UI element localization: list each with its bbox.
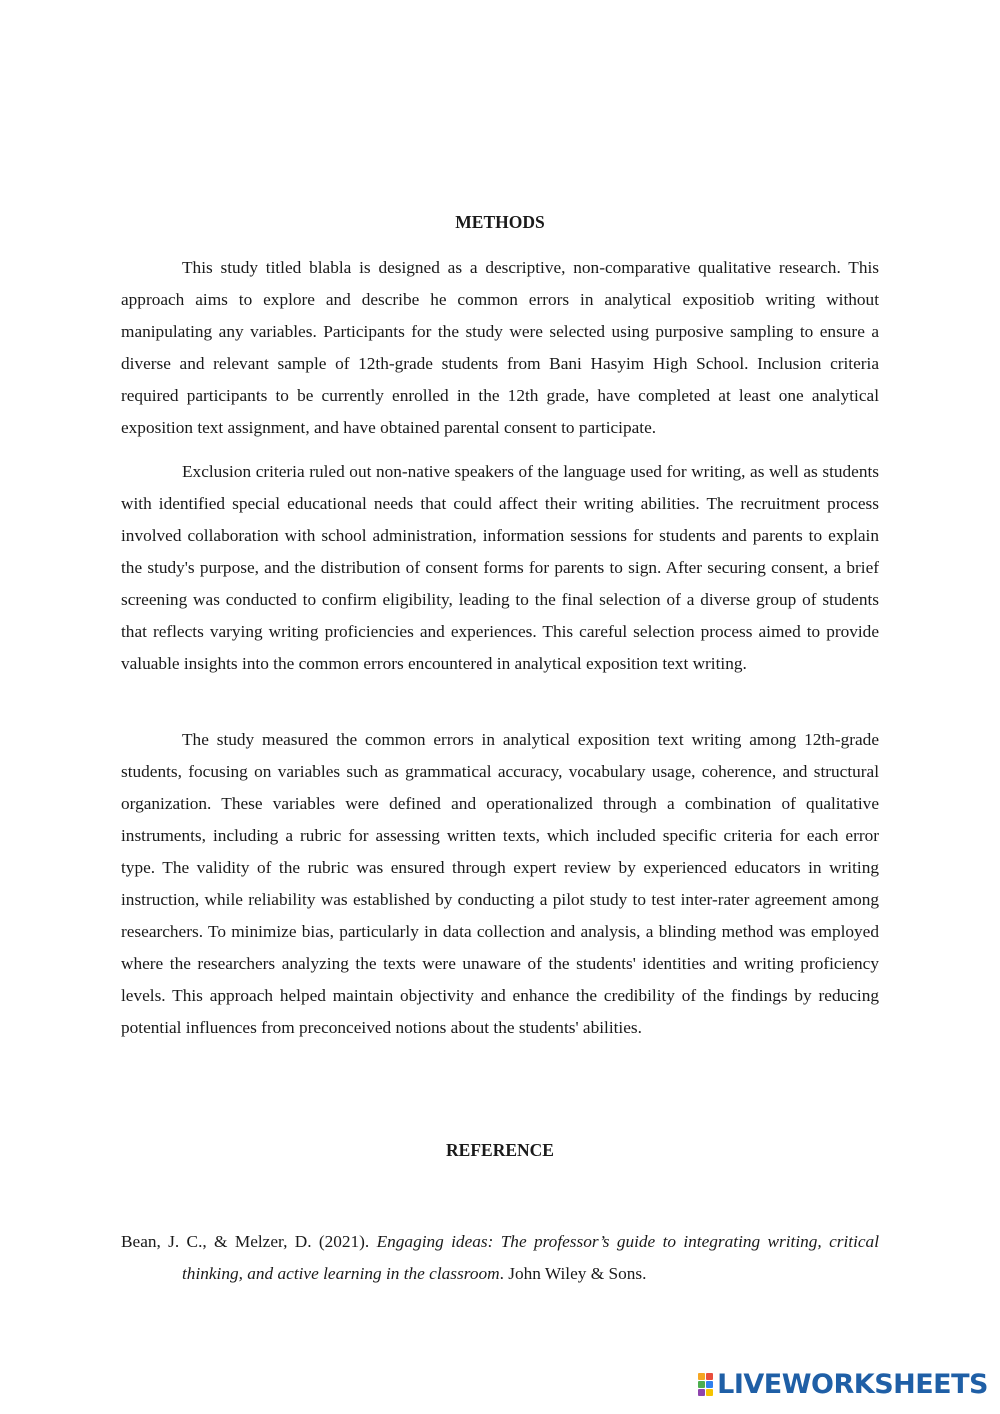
- reference-heading: REFERENCE: [446, 1140, 554, 1160]
- reference-title: Engaging ideas: The professor’s guide to integrating writing, critical thinking, and active learning in the classroom: [182, 1232, 879, 1283]
- reference-authors: Bean, J. C., & Melzer, D. (2021).: [121, 1232, 377, 1251]
- liveworksheets-logo-text: LIVEWORKSHEETS: [717, 1369, 988, 1400]
- logo-tile: [706, 1389, 713, 1396]
- methods-paragraph-2: Exclusion criteria ruled out non-native speakers of the language used for writing, as well as students with identified special educational needs that could affect their writing abilities. The recruitment process involved collaboration with school administration, information sessions for students and parents to explain the study's purpose, and the distribution of consent forms for parents to sign. After securing consent, a brief screening was conducted to confirm eligibility, leading to the final selection of a diverse group of students that reflects varying writing proficiencies and experiences. This careful selection process aimed to provide valuable insights into the common errors encountered in analytical exposition text writing.: [121, 462, 879, 673]
- liveworksheets-logo: [698, 1369, 988, 1400]
- logo-tile: [706, 1381, 713, 1388]
- logo-tile: [698, 1381, 705, 1388]
- logo-tile: [698, 1373, 705, 1380]
- reference-entry: [121, 1226, 879, 1290]
- liveworksheets-mark-icon: [698, 1373, 713, 1396]
- logo-tile: [706, 1373, 713, 1380]
- logo-tile: [698, 1389, 705, 1396]
- reference-publisher: . John Wiley & Sons.: [499, 1264, 647, 1283]
- methods-heading: METHODS: [455, 212, 545, 232]
- methods-paragraph-1: This study titled blabla is designed as a descriptive, non-comparative qualitative research. This approach aims to explore and describe he common errors in analytical expositiob writing without manipulating any variables. Participants for the study were selected using purposive sampling to ensure a diverse and relevant sample of 12th-grade students from Bani Hasyim High School. Inclusion criteria required participants to be currently enrolled in the 12th grade, have completed at least one analytical exposition text assignment, and have obtained parental consent to participate.: [121, 258, 879, 437]
- methods-paragraph-3: The study measured the common errors in analytical exposition text writing among 12th-grade students, focusing on variables such as grammatical accuracy, vocabulary usage, coherence, and structural organization. These variables were defined and operationalized through a combination of qualitative instruments, including a rubric for assessing written texts, which included specific criteria for each error type. The validity of the rubric was ensured through expert review by experienced educators in writing instruction, while reliability was established by conducting a pilot study to test inter-rater agreement among researchers. To minimize bias, particularly in data collection and analysis, a blinding method was employed where the researchers analyzing the texts were unaware of the students' identities and writing proficiency levels. This approach helped maintain objectivity and enhance the credibility of the findings by reducing potential influences from preconceived notions about the students' abilities.: [121, 730, 879, 1037]
